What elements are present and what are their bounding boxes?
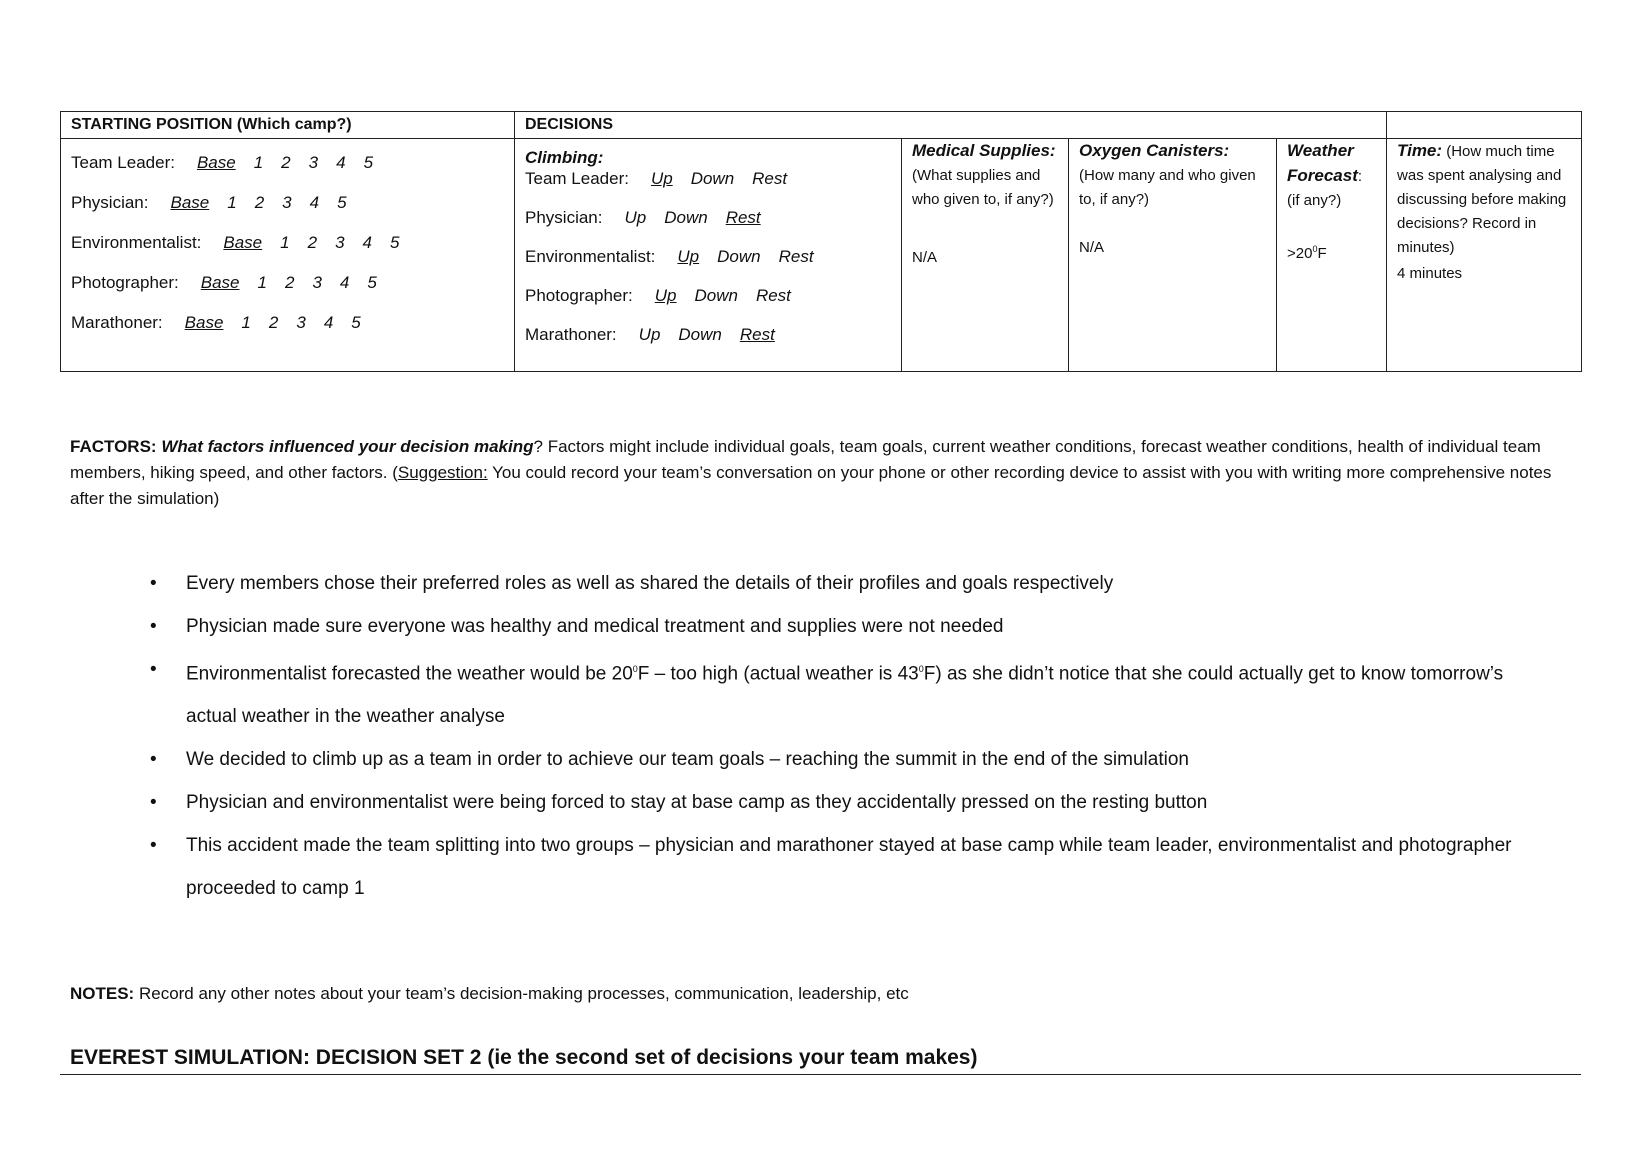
bullet-item xyxy=(150,781,1530,824)
role-label: Team Leader: xyxy=(525,169,629,188)
bullet-text: Environmentalist forecasted the weather would be 20 xyxy=(186,663,633,685)
role-label: Photographer: xyxy=(525,286,633,305)
climb-option-down[interactable]: Down xyxy=(717,247,761,266)
climbing-row xyxy=(525,198,891,237)
camp-option-2[interactable]: 2 xyxy=(284,273,295,292)
bullet-text: We decided to climb up as a team in order to achieve our team goals – reaching the summit in the end of the simulation xyxy=(186,749,1189,771)
factors-qmark: ? xyxy=(533,437,543,456)
climbing-row xyxy=(525,315,891,354)
camp-option-4[interactable]: 4 xyxy=(309,193,320,212)
starting-position-cell xyxy=(61,139,515,372)
camp-option-3[interactable]: 3 xyxy=(312,273,322,292)
time-prompt: (How much time was spent analysing and discussing before making decisions? Record in minutes) xyxy=(1397,143,1567,256)
section-heading: EVEREST SIMULATION: DECISION SET 2 (ie the second set of decisions your team makes) xyxy=(60,1046,1581,1075)
starting-row xyxy=(71,223,504,263)
bullet-item xyxy=(150,648,1530,738)
bullet-item xyxy=(150,605,1530,648)
camp-option-4[interactable]: 4 xyxy=(339,273,350,292)
camp-option-5[interactable]: 5 xyxy=(367,273,377,292)
climb-option-rest[interactable]: Rest xyxy=(725,208,761,227)
role-label: Environmentalist: xyxy=(525,247,656,266)
camp-option-1[interactable]: 1 xyxy=(227,193,237,212)
weather-degree: 0 xyxy=(1312,244,1318,254)
camp-option-2[interactable]: 2 xyxy=(281,153,291,172)
time-title: Time: xyxy=(1397,141,1443,160)
oxygen-cell xyxy=(1069,139,1277,372)
weather-prompt: (if any?) xyxy=(1287,192,1342,209)
climb-option-rest[interactable]: Rest xyxy=(755,286,791,305)
medical-value[interactable]: N/A xyxy=(912,249,938,266)
camp-option-5[interactable]: 5 xyxy=(363,153,374,172)
decisions-header: DECISIONS xyxy=(515,112,1387,139)
factors-bullet-list xyxy=(150,562,1530,910)
climb-option-rest[interactable]: Rest xyxy=(739,325,775,344)
camp-option-base[interactable]: Base xyxy=(223,233,263,252)
camp-option-5[interactable]: 5 xyxy=(337,193,347,212)
camp-option-5[interactable]: 5 xyxy=(351,313,361,332)
bullet-icon: • xyxy=(150,835,157,857)
oxygen-value[interactable]: N/A xyxy=(1079,239,1105,256)
weather-colon: : xyxy=(1357,168,1363,185)
camp-option-2[interactable]: 2 xyxy=(268,313,279,332)
role-label: Team Leader: xyxy=(71,153,175,172)
medical-supplies-cell xyxy=(902,139,1069,372)
climbing-title: Climbing: xyxy=(525,148,604,167)
bullet-text: This accident made the team splitting into two groups – physician and marathoner stayed at base camp while team leader, environmentalist and photographer proceeded to camp 1 xyxy=(186,835,1512,900)
climb-option-up[interactable]: Up xyxy=(650,169,673,188)
bullet-icon: • xyxy=(150,573,157,594)
starting-row xyxy=(71,263,504,303)
climb-option-rest[interactable]: Rest xyxy=(752,169,788,188)
camp-option-3[interactable]: 3 xyxy=(282,193,292,212)
factors-text: Factors might include individual goals, team goals, current weather conditions, forecast weather conditions, health of individual team members, hiking speed, and other factors. ( xyxy=(70,437,1541,482)
degree-mark: 0 xyxy=(918,664,924,674)
starting-row xyxy=(71,303,504,343)
climbing-row xyxy=(525,159,891,198)
climb-option-rest[interactable]: Rest xyxy=(778,247,814,266)
camp-option-3[interactable]: 3 xyxy=(296,313,306,332)
bullet-text: F – too high (actual weather is 43 xyxy=(637,663,919,685)
bullet-item xyxy=(150,824,1530,910)
factors-paragraph xyxy=(70,434,1570,512)
role-label: Physician: xyxy=(525,208,603,227)
bullet-text: F) as she didn’t notice that she could actually get to know tomorrow’s actual weather in the weather analyse xyxy=(186,663,1504,728)
medical-prompt: (What supplies and who given to, if any?) xyxy=(912,167,1054,208)
factors-question: What factors influenced your decision making xyxy=(161,437,534,456)
camp-option-1[interactable]: 1 xyxy=(253,153,264,172)
climb-option-up[interactable]: Up xyxy=(654,286,677,305)
suggestion-label: Suggestion: xyxy=(397,463,488,482)
oxygen-title: Oxygen Canisters: xyxy=(1079,141,1230,160)
role-label: Marathoner: xyxy=(71,313,163,332)
time-cell xyxy=(1387,139,1582,372)
climbing-row xyxy=(525,237,891,276)
bullet-item xyxy=(150,738,1530,781)
climb-option-up[interactable]: Up xyxy=(624,208,647,227)
camp-option-1[interactable]: 1 xyxy=(257,273,267,292)
weather-title: Weather Forecast xyxy=(1287,141,1358,185)
weather-value-number: >20 xyxy=(1287,245,1313,262)
climbing-cell xyxy=(515,139,902,372)
decision-table xyxy=(60,111,1582,372)
role-label: Photographer: xyxy=(71,273,179,292)
factors-label: FACTORS: xyxy=(70,437,157,456)
camp-option-3[interactable]: 3 xyxy=(335,233,345,252)
role-label: Marathoner: xyxy=(525,325,617,344)
camp-option-3[interactable]: 3 xyxy=(308,153,319,172)
bullet-icon: • xyxy=(150,749,157,771)
camp-option-base[interactable]: Base xyxy=(170,193,210,212)
bullet-icon: • xyxy=(150,792,157,814)
oxygen-prompt: (How many and who given to, if any?) xyxy=(1079,167,1256,208)
weather-unit: F xyxy=(1317,245,1327,262)
camp-option-4[interactable]: 4 xyxy=(323,313,334,332)
camp-option-2[interactable]: 2 xyxy=(307,233,318,252)
camp-option-4[interactable]: 4 xyxy=(336,153,346,172)
bullet-icon: • xyxy=(150,659,157,680)
bullet-item xyxy=(150,562,1530,605)
camp-option-2[interactable]: 2 xyxy=(254,193,265,212)
bullet-text: Every members chose their preferred roles as well as shared the details of their profiles and goals respectively xyxy=(186,573,1114,594)
notes-text: Record any other notes about your team’s decision-making processes, communication, leadership, etc xyxy=(134,984,909,1003)
camp-option-base[interactable]: Base xyxy=(196,153,236,172)
degree-mark: 0 xyxy=(632,664,638,674)
bullet-text: Physician and environmentalist were being forced to stay at base camp as they accidentally pressed on the resting button xyxy=(186,792,1208,814)
starting-row xyxy=(71,183,504,223)
notes-paragraph xyxy=(70,981,909,1007)
bullet-icon: • xyxy=(150,616,157,637)
time-value[interactable]: 4 minutes xyxy=(1397,265,1463,282)
starting-position-header: STARTING POSITION (Which camp?) xyxy=(61,112,515,139)
climb-option-up[interactable]: Up xyxy=(638,325,661,344)
climb-option-down[interactable]: Down xyxy=(694,286,738,305)
factors-text-2: You could record your team’s conversation on your phone or other recording device to assist with you with writing more comprehensive notes after the simulation) xyxy=(70,463,1552,508)
climb-option-down[interactable]: Down xyxy=(690,169,735,188)
climbing-row xyxy=(525,276,891,315)
climb-option-down[interactable]: Down xyxy=(678,325,722,344)
empty-header-cell xyxy=(1387,112,1582,139)
medical-title: Medical Supplies: xyxy=(912,141,1056,160)
bullet-text: Physician made sure everyone was healthy and medical treatment and supplies were not needed xyxy=(186,616,1004,637)
climb-option-up[interactable]: Up xyxy=(677,247,700,266)
camp-option-1[interactable]: 1 xyxy=(280,233,290,252)
camp-option-1[interactable]: 1 xyxy=(241,313,251,332)
camp-option-4[interactable]: 4 xyxy=(362,233,373,252)
notes-label: NOTES: xyxy=(70,984,135,1003)
camp-option-5[interactable]: 5 xyxy=(390,233,400,252)
camp-option-base[interactable]: Base xyxy=(184,313,224,332)
climb-option-down[interactable]: Down xyxy=(664,208,708,227)
weather-cell xyxy=(1277,139,1387,372)
starting-row xyxy=(71,143,504,183)
camp-option-base[interactable]: Base xyxy=(200,273,240,292)
role-label: Physician: xyxy=(71,193,149,212)
role-label: Environmentalist: xyxy=(71,233,202,252)
weather-value[interactable] xyxy=(1287,237,1376,266)
